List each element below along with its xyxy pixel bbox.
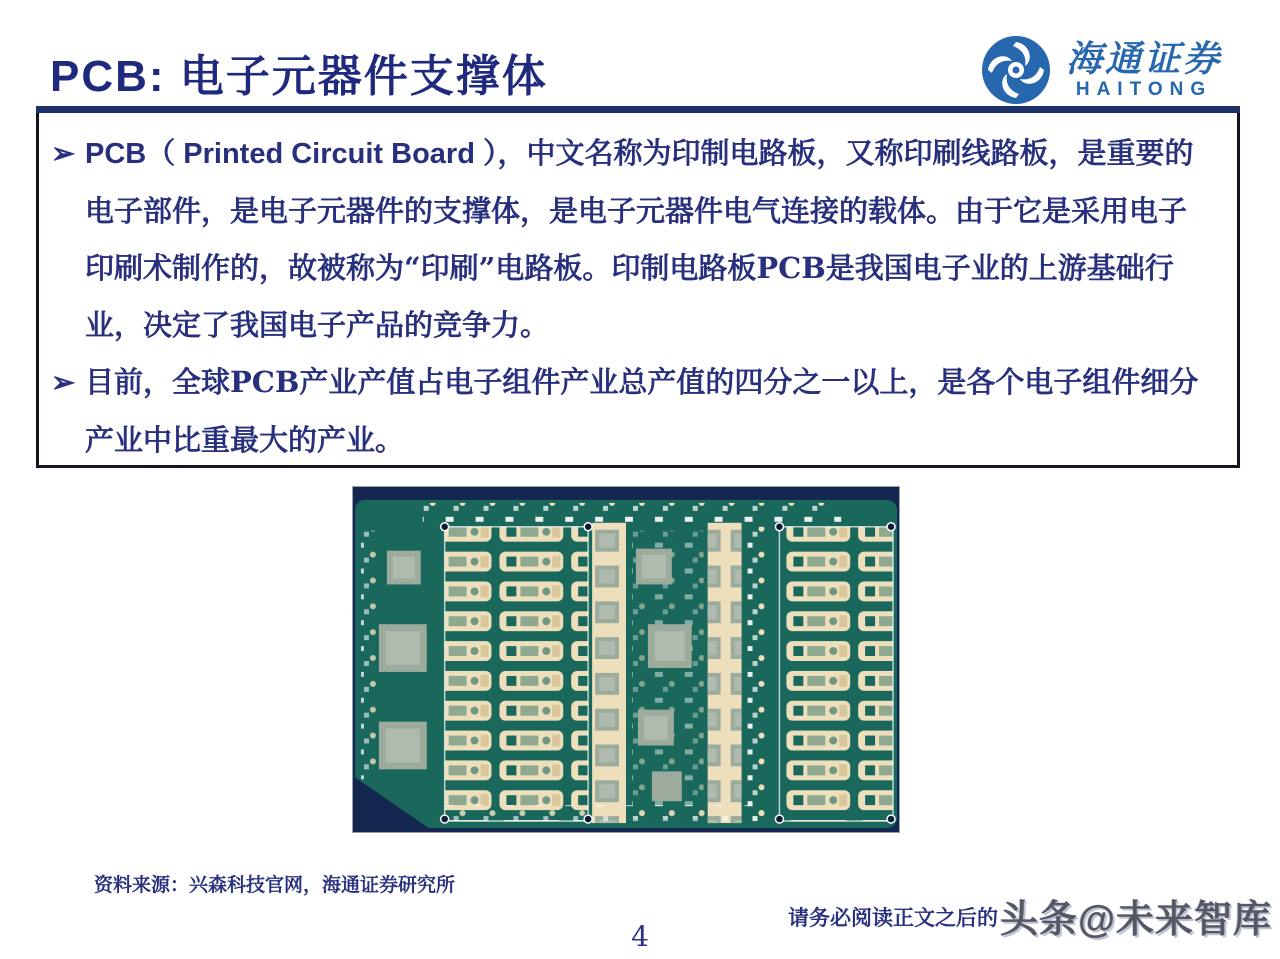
bullet-paragraph: [51, 125, 1213, 354]
haitong-logo: [980, 34, 1222, 106]
pcb-board-image: [352, 486, 900, 833]
content-text-box: [36, 113, 1240, 468]
logo-chinese-name: 海通证券: [1065, 38, 1222, 80]
haitong-swirl-icon: [980, 34, 1052, 106]
bullet-paragraph: [51, 354, 1213, 469]
page-title: PCB: 电子元器件支撑体: [50, 52, 548, 101]
title-underline-rule: [36, 106, 1240, 113]
watermark-text: 头条@未来智库: [1000, 899, 1273, 941]
logo-wordmark: [1065, 38, 1222, 100]
logo-english-name: HAITONG: [1075, 79, 1213, 100]
bullet-arrow-icon: ➢: [51, 136, 76, 170]
bullet-lead-text: PCB（ Printed Circuit Board ）: [85, 138, 498, 170]
bullet-arrow-icon: ➢: [51, 365, 76, 399]
bullet-body-text: 目前，全球PCB产业产值占电子组件产业总产值的四分之一以上，是各个电子组件细分产业中比重最大的产业。: [85, 365, 1199, 457]
bullet-body-text: ，中文名称为印制电路板，又称印刷线路板，是重要的电子部件，是电子元器件的支撑体，是电子元器件电气连接的载体。由于它是采用电子印刷术制作的，故被称为“印刷”电路板。印制电路板PCB是我国电子业的上游基础行业，决定了我国电子产品的竞争力。: [85, 136, 1194, 342]
disclaimer-text: 请务必阅读正文之后的: [788, 905, 998, 930]
source-note: 资料来源：兴森科技官网，海通证券研究所: [94, 874, 456, 896]
page-number: 4: [631, 920, 649, 953]
